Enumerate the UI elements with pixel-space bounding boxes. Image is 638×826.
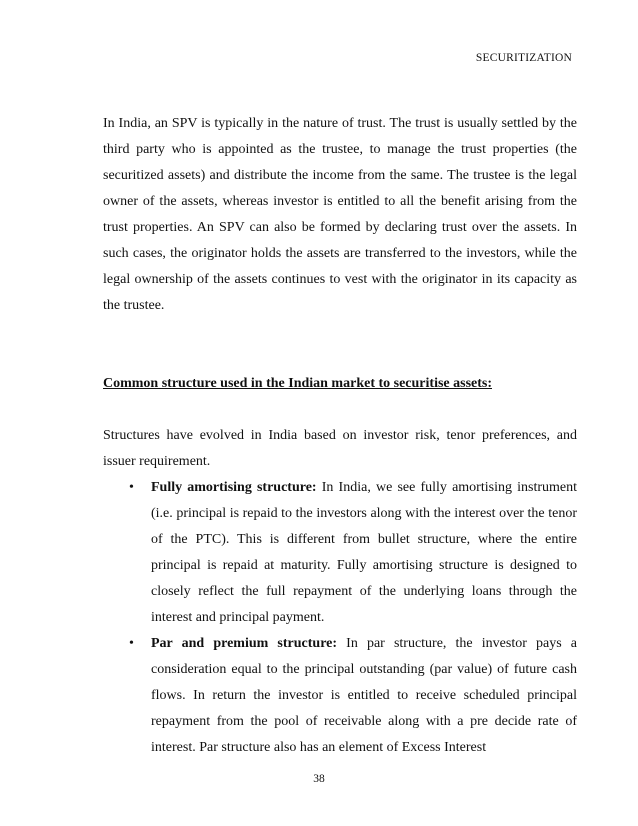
bullet-title: Fully amortising structure:	[151, 480, 317, 495]
bullet-icon: •	[129, 480, 134, 495]
bullet-title: Par and premium structure:	[151, 636, 338, 651]
bullet-body: In India, we see fully amortising instrument (i.e. principal is repaid to the investors along with the interest over the tenor of the PTC). This is different from bullet structure, where the entire principal is repaid at maturity. Fully amortising structure is designed to closely reflect the full repayment of the underlying loans through the interest and principal payment.	[151, 480, 577, 625]
page-number: 38	[313, 773, 325, 785]
bullet-icon: •	[129, 636, 134, 651]
bullet-body: In par structure, the investor pays a consideration equal to the principal outstanding (par value) of future cash flows. In return the investor is entitled to receive scheduled principal repayment from the pool of receivable along with a pre decide rate of interest. Par structure also has an element of Excess Interest	[151, 636, 577, 755]
bullet-text	[151, 475, 577, 631]
bullet-item-par-premium	[103, 631, 577, 761]
section-intro-paragraph: Structures have evolved in India based on investor risk, tenor preferences, and issuer requirement.	[103, 428, 577, 469]
bullet-text	[151, 631, 577, 761]
bullet-item-fully-amortising	[103, 475, 577, 631]
spacer	[103, 397, 577, 423]
running-header: SECURITIZATION	[475, 52, 572, 64]
structure-bullet-list	[103, 475, 577, 761]
page-content	[103, 111, 577, 761]
section-heading: Common structure used in the Indian market to securitise assets:	[103, 376, 492, 391]
spacer	[103, 319, 577, 371]
intro-paragraph: In India, an SPV is typically in the nature of trust. The trust is usually settled by the third party who is appointed as the trustee, to manage the trust properties (the securitized assets) and distribute the income from the same. The trustee is the legal owner of the assets, whereas investor is entitled to all the benefit arising from the trust properties. An SPV can also be formed by declaring trust over the assets. In such cases, the originator holds the assets are transferred to the investors, while the legal ownership of the assets continues to vest with the originator in its capacity as the trustee.	[103, 116, 577, 313]
